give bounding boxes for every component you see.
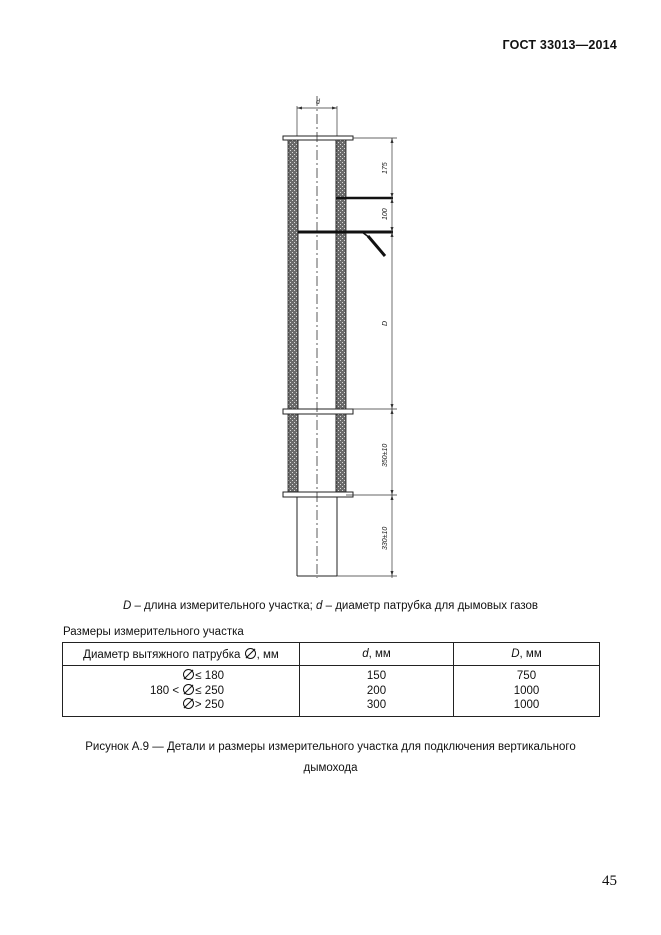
cell-D-values: 750 1000 1000	[454, 666, 600, 717]
middle-pipe-section	[283, 414, 353, 497]
d-label: d	[316, 99, 320, 106]
legend-d-text: – диаметр патрубка для дымовых газов	[322, 600, 539, 612]
dim-175: 175	[382, 162, 389, 174]
header-outlet-diameter: Диаметр вытяжного патрубка , мм	[63, 643, 300, 666]
diameter-icon	[183, 684, 194, 695]
table-caption: Размеры измерительного участка	[63, 626, 244, 638]
cell-outlet-diameter: ≤ 180 180 < ≤ 250 > 250	[63, 666, 300, 717]
table-row	[63, 666, 600, 717]
header-d: d, мм	[300, 643, 454, 666]
diameter-icon	[183, 698, 194, 709]
upper-pipe-section	[283, 136, 353, 414]
page-number: 45	[602, 873, 617, 889]
dim-D: D	[382, 320, 389, 326]
dim-330: 330±10	[382, 526, 389, 550]
figure-caption: Рисунок А.9 — Детали и размеры измерительного участка для подключения вертикального дымохода	[85, 741, 576, 774]
figure-legend	[0, 600, 661, 612]
table-header-row	[63, 643, 600, 666]
legend-D-symbol: D	[122, 600, 132, 612]
dim-100: 100	[382, 208, 389, 220]
diameter-icon	[183, 669, 194, 680]
diameter-icon	[245, 648, 256, 659]
legend-D-text: – длина измерительного участка;	[131, 600, 316, 612]
legend-d-symbol: d	[316, 600, 323, 612]
cell-d-values: 150 200 300	[300, 666, 454, 717]
dimensions-table	[62, 642, 600, 717]
dim-350: 350±10	[382, 443, 389, 467]
header-D: D, мм	[454, 643, 600, 666]
standard-header: ГОСТ 33013—2014	[502, 38, 617, 52]
